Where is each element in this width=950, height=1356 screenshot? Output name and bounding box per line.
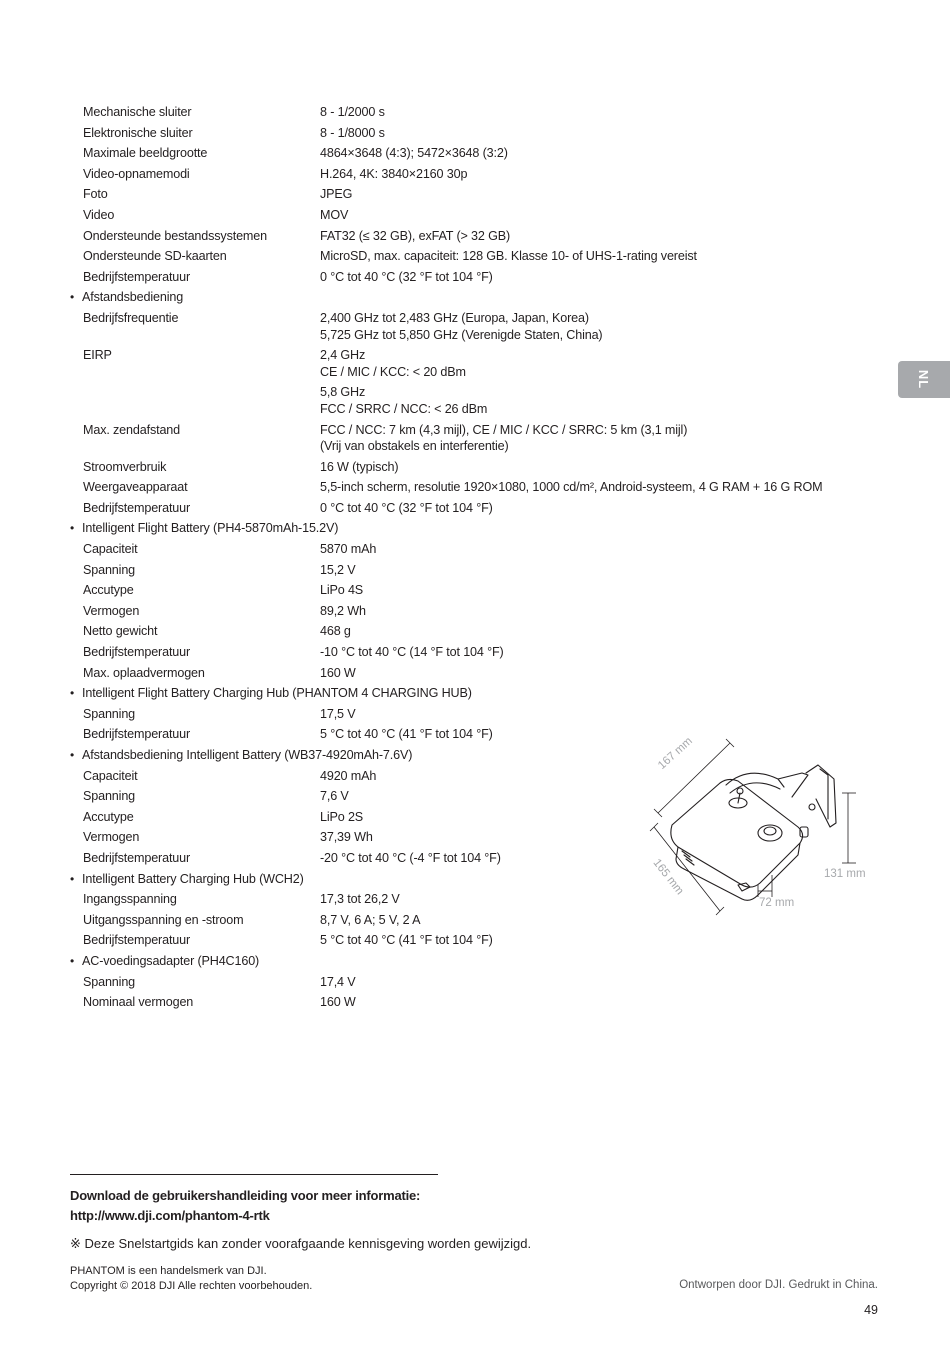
spec-row [70, 623, 890, 640]
dimension-height-label: 131 mm [824, 868, 866, 880]
spec-value: LiPo 2S [320, 809, 364, 824]
spec-label: Maximale beeldgrootte [83, 146, 208, 161]
spec-row-continuation [70, 384, 890, 417]
spec-value: 4920 mAh [320, 768, 377, 783]
spec-label: Capaciteit [83, 542, 138, 557]
spec-values [320, 269, 890, 286]
spec-section-title: • Intelligent Flight Battery (PH4-5870mAh-15.2V) [70, 520, 338, 537]
spec-label: Stroomverbruik [83, 459, 167, 474]
spec-values [320, 623, 890, 640]
spec-row [70, 706, 890, 723]
spec-label: Spanning [83, 706, 136, 721]
dimension-width-label: 165 mm [650, 857, 686, 898]
spec-row [70, 310, 890, 343]
spec-row [70, 974, 890, 991]
dimension-length-label: 167 mm [656, 735, 695, 772]
spec-value: CE / MIC / KCC: < 20 dBm [320, 364, 466, 379]
spec-value: FCC / SRRC / NCC: < 26 dBm [320, 401, 488, 416]
spec-label: EIRP [83, 348, 112, 363]
spec-values [320, 310, 890, 343]
spec-row [70, 422, 890, 455]
spec-value: (Vrij van obstakels en interferentie) [320, 439, 509, 454]
spec-value: 2,4 GHz [320, 348, 366, 363]
spec-label: Max. oplaadvermogen [83, 665, 205, 680]
change-notice: ※ Deze Snelstartgids kan zonder voorafgaande kennisgeving worden gewijzigd. [70, 1236, 532, 1251]
spec-values [320, 186, 890, 203]
spec-label: Accutype [83, 809, 134, 824]
spec-value: 2,400 GHz tot 2,483 GHz (Europa, Japan, Korea) [320, 310, 589, 325]
spec-label: Max. zendafstand [83, 422, 181, 437]
spec-label: Vermogen [83, 830, 140, 845]
spec-values [320, 582, 890, 599]
spec-values [320, 994, 890, 1011]
spec-row [70, 166, 890, 183]
spec-label: Video-opnamemodi [83, 166, 190, 181]
spec-label: Bedrijfstemperatuur [83, 500, 191, 515]
spec-row [70, 248, 890, 265]
spec-label: Spanning [83, 974, 136, 989]
spec-label: Elektronische sluiter [83, 125, 193, 140]
spec-value: FAT32 (≤ 32 GB), exFAT (> 32 GB) [320, 228, 511, 243]
spec-row [70, 228, 890, 245]
spec-value: -10 °C tot 40 °C (14 °F tot 104 °F) [320, 645, 504, 660]
spec-value: 160 W [320, 995, 356, 1010]
spec-row [70, 479, 890, 496]
spec-row [70, 541, 890, 558]
spec-value: 5 °C tot 40 °C (41 °F tot 104 °F) [320, 727, 493, 742]
language-tab-label: NL [916, 369, 932, 390]
spec-values [320, 541, 890, 558]
spec-values [320, 500, 890, 517]
spec-label: Spanning [83, 789, 136, 804]
spec-value: 17,5 V [320, 706, 356, 721]
language-tab [898, 361, 950, 398]
spec-value: 37,39 Wh [320, 830, 373, 845]
spec-value: 160 W [320, 665, 356, 680]
spec-label: Foto [83, 187, 108, 202]
spec-label: Mechanische sluiter [83, 105, 192, 119]
spec-label: Weergaveapparaat [83, 480, 188, 495]
spec-row [70, 207, 890, 224]
spec-value: 5,8 GHz [320, 385, 366, 400]
spec-values [320, 932, 890, 949]
spec-values [320, 289, 890, 306]
download-title: Download de gebruikershandleiding voor meer informatie: [70, 1188, 421, 1203]
spec-label: Video [83, 207, 115, 222]
spec-row [70, 104, 890, 121]
spec-row [70, 347, 890, 380]
remote-controller-diagram [630, 735, 880, 920]
spec-label: Bedrijfstemperatuur [83, 933, 191, 948]
spec-value: 7,6 V [320, 789, 349, 804]
spec-values [320, 706, 890, 723]
spec-row [70, 665, 890, 682]
spec-values [320, 953, 890, 970]
spec-label: Bedrijfstemperatuur [83, 850, 191, 865]
spec-value: 468 g [320, 624, 351, 639]
spec-values [320, 125, 890, 142]
spec-label: Accutype [83, 583, 134, 598]
spec-label: Vermogen [83, 603, 140, 618]
spec-value: 5870 mAh [320, 542, 377, 557]
spec-values [320, 228, 890, 245]
spec-value: 8 - 1/2000 s [320, 105, 385, 119]
spec-label: Bedrijfsfrequentie [83, 310, 179, 325]
spec-value: 17,4 V [320, 974, 356, 989]
spec-values [320, 520, 890, 537]
spec-value: 4864×3648 (4:3); 5472×3648 (3:2) [320, 146, 508, 161]
spec-section-title: • Intelligent Flight Battery Charging Hub (PHANTOM 4 CHARGING HUB) [70, 685, 472, 702]
spec-values [320, 562, 890, 579]
spec-value: FCC / NCC: 7 km (4,3 mijl), CE / MIC / KCC / SRRC: 5 km (3,1 mijl) [320, 422, 688, 437]
spec-value: -20 °C tot 40 °C (-4 °F tot 104 °F) [320, 850, 501, 865]
spec-label: Bedrijfstemperatuur [83, 727, 191, 742]
spec-value: 5 °C tot 40 °C (41 °F tot 104 °F) [320, 933, 493, 948]
spec-row [70, 500, 890, 517]
spec-value: 5,725 GHz tot 5,850 GHz (Verenigde Staten, China) [320, 327, 603, 342]
spec-values [320, 166, 890, 183]
spec-label: Nominaal vermogen [83, 995, 194, 1010]
spec-values [320, 248, 890, 265]
spec-row [70, 125, 890, 142]
spec-value: MicroSD, max. capaciteit: 128 GB. Klasse 10- of UHS-1-rating vereist [320, 249, 697, 264]
spec-row [70, 603, 890, 620]
trademark-notice: PHANTOM is een handelsmerk van DJI. [70, 1265, 267, 1277]
spec-row [70, 994, 890, 1011]
spec-label: Ondersteunde SD-kaarten [83, 249, 227, 264]
spec-label: Capaciteit [83, 768, 138, 783]
spec-row [70, 562, 890, 579]
spec-values [320, 422, 890, 455]
spec-values [320, 145, 890, 162]
spec-values [320, 479, 890, 496]
spec-section-title: • AC-voedingsadapter (PH4C160) [70, 953, 259, 970]
spec-section-title: • Afstandsbediening Intelligent Battery (WB37-4920mAh-7.6V) [70, 747, 412, 764]
spec-label: Bedrijfstemperatuur [83, 269, 191, 284]
spec-label: Ingangsspanning [83, 892, 177, 907]
spec-values [320, 207, 890, 224]
spec-value: 0 °C tot 40 °C (32 °F tot 104 °F) [320, 269, 493, 284]
spec-value: H.264, 4K: 3840×2160 30p [320, 166, 468, 181]
spec-label: Bedrijfstemperatuur [83, 645, 191, 660]
spec-value: 8,7 V, 6 A; 5 V, 2 A [320, 912, 421, 927]
spec-values [320, 347, 890, 380]
page-number: 49 [864, 1303, 878, 1317]
spec-value: 89,2 Wh [320, 603, 366, 618]
spec-values [320, 974, 890, 991]
spec-row [70, 644, 890, 661]
spec-values [320, 384, 890, 417]
spec-label: Netto gewicht [83, 624, 158, 639]
spec-value: 16 W (typisch) [320, 459, 399, 474]
spec-values [320, 459, 890, 476]
copyright-notice: Copyright © 2018 DJI Alle rechten voorbehouden. [70, 1280, 313, 1292]
spec-value: 15,2 V [320, 562, 356, 577]
spec-value: 8 - 1/8000 s [320, 125, 385, 140]
spec-label: Ondersteunde bestandssystemen [83, 228, 267, 243]
dimension-depth-label: 72 mm [759, 897, 795, 909]
spec-section-title: • Afstandsbediening [70, 289, 183, 306]
spec-values [320, 603, 890, 620]
spec-row [70, 269, 890, 286]
spec-value: 17,3 tot 26,2 V [320, 892, 400, 907]
spec-section-heading [70, 685, 890, 702]
spec-row [70, 932, 890, 949]
spec-section-title: • Intelligent Battery Charging Hub (WCH2) [70, 871, 304, 888]
spec-value: 5,5-inch scherm, resolutie 1920×1080, 1000 cd/m², Android-systeem, 4 G RAM + 16 G ROM [320, 480, 823, 495]
download-link[interactable]: http://www.dji.com/phantom-4-rtk [70, 1208, 270, 1223]
spec-value: 0 °C tot 40 °C (32 °F tot 104 °F) [320, 500, 493, 515]
spec-values [320, 644, 890, 661]
spec-section-heading [70, 520, 890, 537]
footer-divider [70, 1174, 438, 1175]
spec-value: LiPo 4S [320, 583, 364, 598]
spec-section-heading [70, 953, 890, 970]
spec-value: JPEG [320, 187, 353, 202]
spec-row [70, 145, 890, 162]
spec-row [70, 186, 890, 203]
spec-label: Spanning [83, 562, 136, 577]
spec-value: MOV [320, 207, 349, 222]
spec-values [320, 104, 890, 121]
spec-section-heading [70, 289, 890, 306]
spec-row [70, 459, 890, 476]
spec-label: Uitgangsspanning en -stroom [83, 912, 244, 927]
printed-in-notice: Ontworpen door DJI. Gedrukt in China. [679, 1279, 878, 1291]
spec-values [320, 665, 890, 682]
spec-row [70, 582, 890, 599]
